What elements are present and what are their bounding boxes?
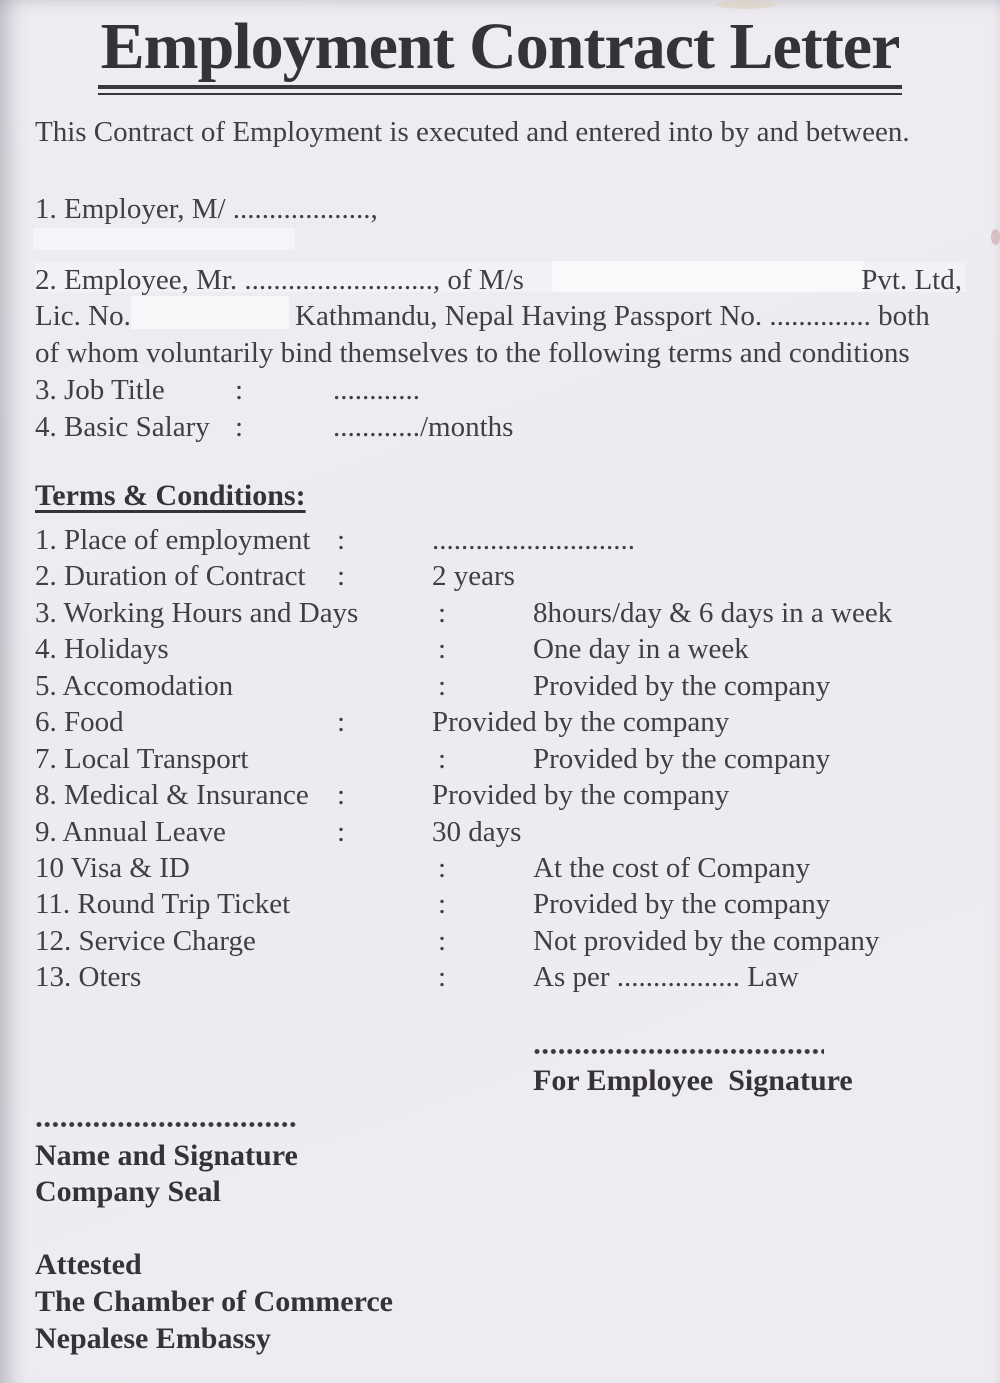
term-row-4 (0, 631, 1000, 667)
term-label: 6. Food (35, 706, 124, 739)
term-label: 13. Oters (35, 961, 142, 994)
basic-salary-row (0, 411, 1000, 448)
term-colon: : (337, 779, 346, 812)
term-colon: : (438, 633, 447, 666)
term-value: At the cost of Company (533, 851, 811, 884)
company-seal-label: Company Seal (35, 1175, 221, 1208)
term-row-7 (0, 741, 1000, 777)
term-row-12 (0, 923, 1000, 959)
term-colon: : (438, 851, 447, 884)
term-colon: : (337, 524, 346, 556)
term-value: Not provided by the company (533, 924, 880, 957)
company-signature-dotted-line (35, 1120, 298, 1129)
title-underline-thick (98, 85, 902, 89)
terms-list (0, 522, 1000, 996)
employee-line-right: Pvt. Ltd, (861, 264, 962, 296)
term-colon: : (438, 961, 447, 994)
licence-label: Lic. No. (35, 300, 131, 332)
term-value: ............................ (432, 524, 635, 556)
term-value: 2 years (432, 560, 515, 593)
job-title-row (0, 374, 1000, 411)
chamber-of-commerce-label: The Chamber of Commerce (35, 1285, 393, 1318)
attested-label: Attested (35, 1248, 142, 1281)
terms-heading: Terms & Conditions: (35, 479, 306, 512)
term-row-8 (0, 777, 1000, 813)
licence-line (0, 300, 1000, 337)
term-label: 7. Local Transport (35, 742, 249, 775)
term-colon: : (337, 560, 346, 593)
term-label: 3. Working Hours and Days (35, 596, 359, 629)
term-row-9 (0, 814, 1000, 850)
basic-salary-value: ............/months (333, 411, 514, 443)
employee-line (0, 264, 1000, 301)
term-label: 5. Accomodation (35, 669, 234, 702)
employee-line-left: 2. Employee, Mr. .........................., of M/s (35, 264, 524, 296)
term-colon: : (337, 815, 346, 848)
job-title-value: ............ (333, 374, 420, 406)
term-label: 4. Holidays (35, 633, 169, 666)
term-colon: : (337, 706, 346, 739)
term-label: 12. Service Charge (35, 924, 256, 957)
company-signature-label: Name and Signature (35, 1139, 298, 1172)
title-underline-thin (98, 93, 902, 95)
title-block (0, 10, 1000, 95)
whiteout-patch (33, 228, 295, 250)
scan-smudge (716, 0, 776, 9)
term-value: 30 days (432, 815, 522, 848)
term-label: 8. Medical & Insurance (35, 779, 309, 812)
page-title: Employment Contract Letter (100, 10, 900, 83)
term-row-6 (0, 704, 1000, 740)
basic-salary-label: 4. Basic Salary (35, 411, 210, 443)
term-label: 1. Place of employment (35, 524, 311, 556)
term-value: Provided by the company (533, 888, 831, 921)
scan-smudge (991, 229, 1000, 245)
term-colon: : (438, 596, 447, 629)
basic-salary-colon: : (235, 411, 244, 443)
employee-signature-dotted-line (533, 1047, 824, 1056)
term-colon: : (438, 924, 447, 957)
term-colon: : (438, 742, 447, 775)
nepalese-embassy-label: Nepalese Embassy (35, 1322, 271, 1355)
term-colon: : (438, 669, 447, 702)
term-row-10 (0, 850, 1000, 886)
employer-line: 1. Employer, M/ ..................., (35, 193, 378, 225)
term-value: Provided by the company (432, 706, 730, 739)
term-label: 2. Duration of Contract (35, 560, 306, 593)
job-title-colon: : (235, 374, 244, 406)
job-title-label: 3. Job Title (35, 374, 165, 406)
term-row-13 (0, 959, 1000, 995)
term-colon: : (438, 888, 447, 921)
term-row-1 (0, 522, 1000, 558)
term-value: Provided by the company (432, 779, 730, 812)
term-row-2 (0, 558, 1000, 594)
bind-clause: of whom voluntarily bind themselves to the following terms and conditions (35, 337, 910, 369)
intro-text: This Contract of Employment is executed and entered into by and between. (35, 116, 910, 148)
employee-signature-label: For Employee Signature (533, 1064, 853, 1097)
term-value: Provided by the company (533, 669, 831, 702)
term-row-3 (0, 595, 1000, 631)
term-row-11 (0, 886, 1000, 922)
term-label: 9. Annual Leave (35, 815, 226, 848)
licence-rest: Kathmandu, Nepal Having Passport No. .............. both (295, 300, 930, 332)
term-row-5 (0, 668, 1000, 704)
term-label: 10 Visa & ID (35, 851, 190, 884)
term-value: One day in a week (533, 633, 749, 666)
term-value: 8hours/day & 6 days in a week (533, 596, 893, 629)
term-value: As per ................. Law (533, 961, 799, 994)
term-value: Provided by the company (533, 742, 831, 775)
term-label: 11. Round Trip Ticket (35, 888, 291, 921)
